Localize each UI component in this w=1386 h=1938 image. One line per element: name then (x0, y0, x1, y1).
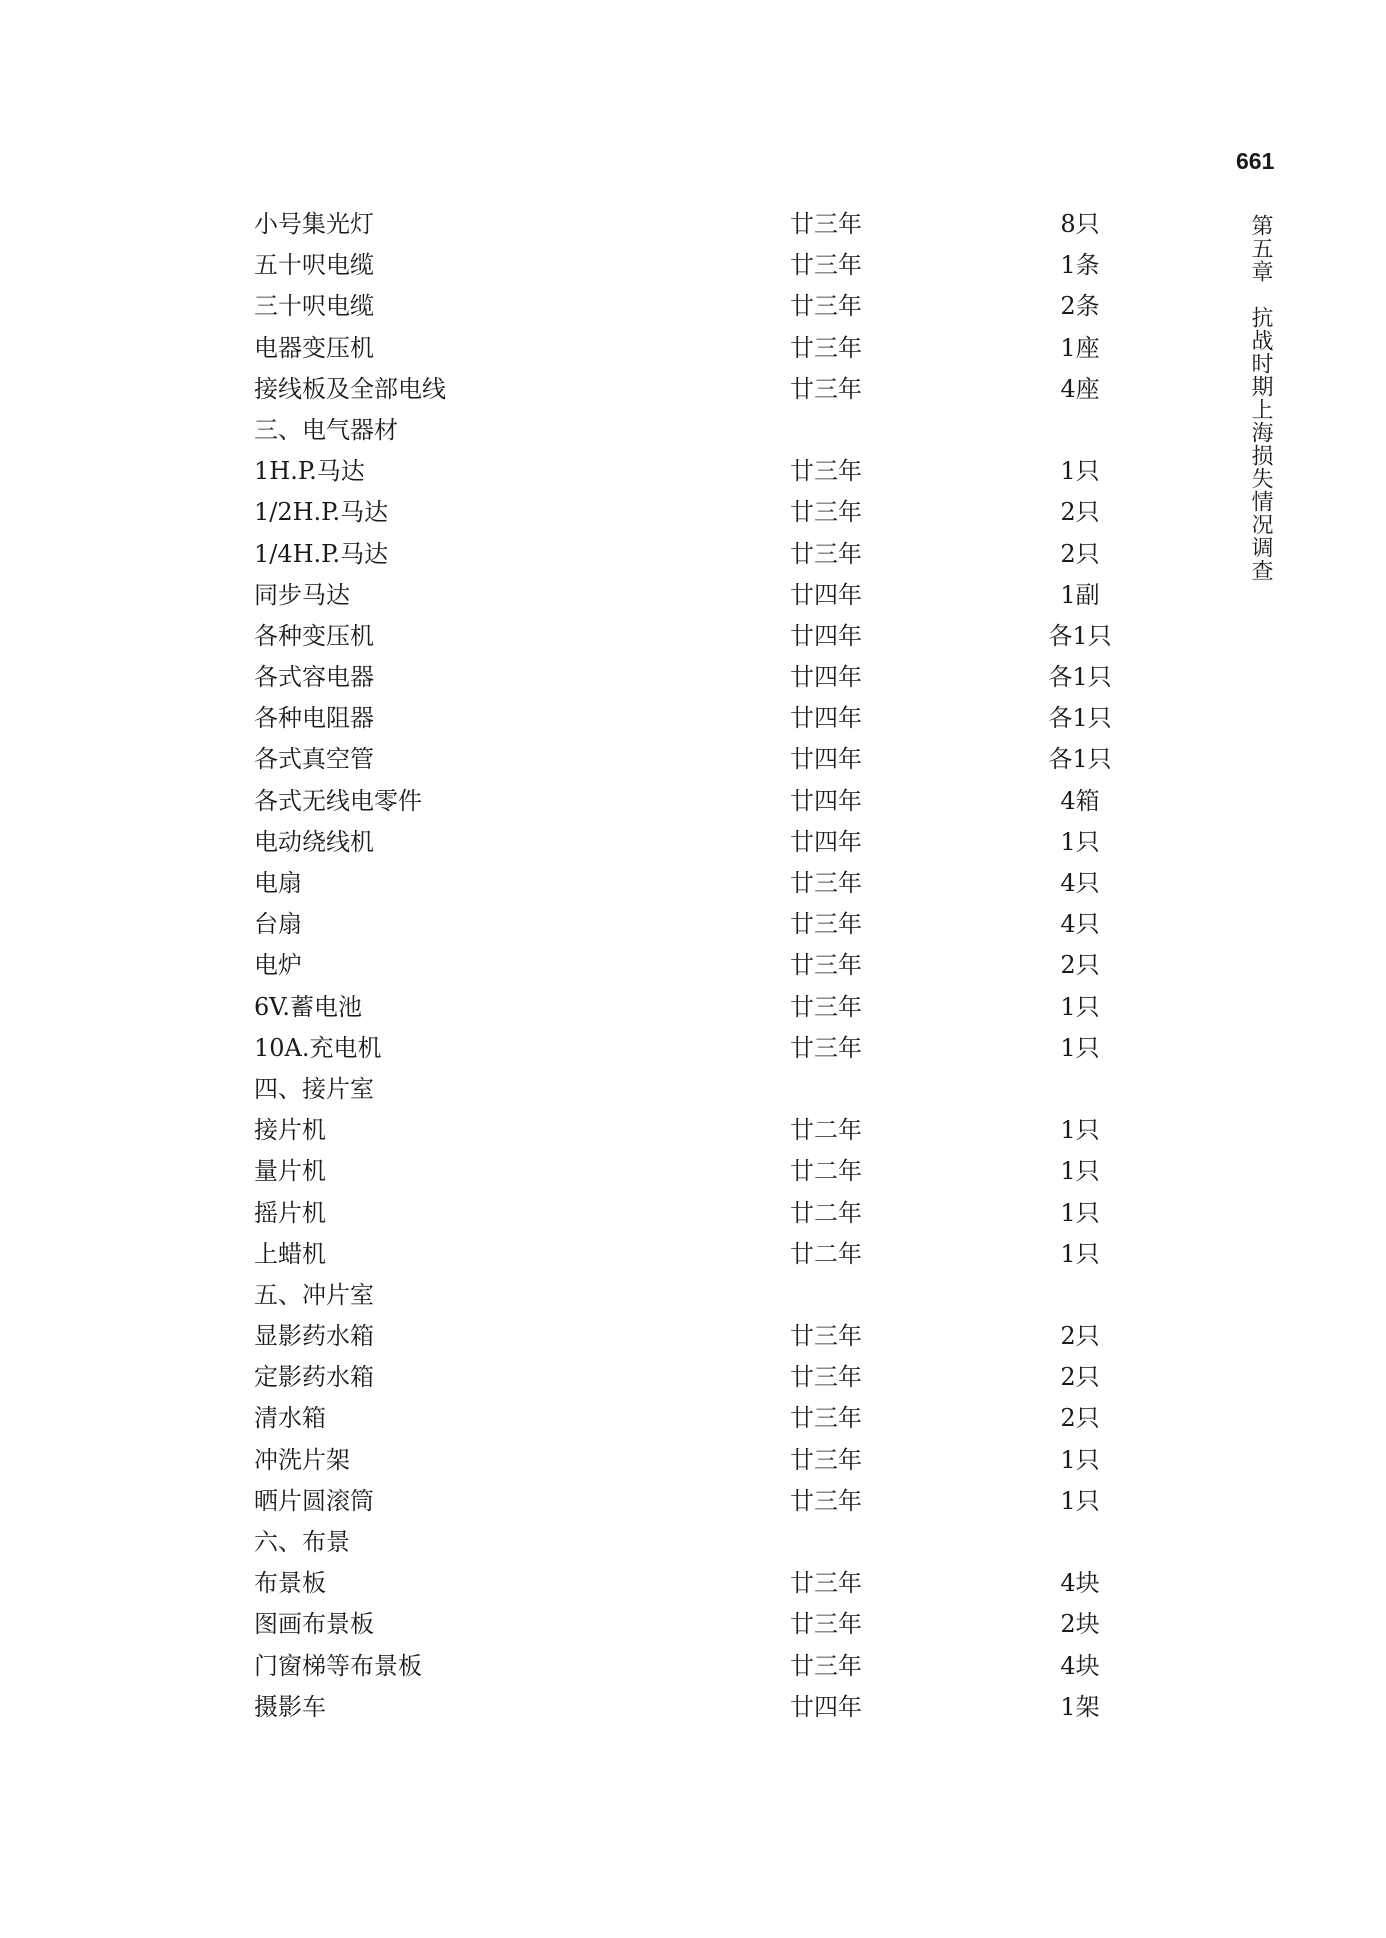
item-quantity: 1只 (1060, 827, 1100, 856)
item-year: 廿三年 (790, 1445, 862, 1474)
list-item (0, 456, 1200, 497)
item-quantity: 2只 (1060, 1404, 1100, 1433)
list-item (0, 1156, 1200, 1197)
list-item (0, 621, 1200, 662)
item-year: 廿二年 (790, 1198, 862, 1227)
list-item (0, 744, 1200, 785)
item-name: 台扇 (254, 910, 302, 939)
item-year: 廿四年 (790, 704, 862, 733)
list-item (0, 497, 1200, 538)
item-name: 四、接片室 (254, 1074, 374, 1103)
list-item (0, 374, 1200, 415)
item-name: 1/2H.P.马达 (254, 498, 389, 527)
item-name: 摄影车 (254, 1692, 326, 1721)
item-name: 1H.P.马达 (254, 457, 365, 486)
item-quantity: 4只 (1060, 869, 1100, 897)
item-year: 廿三年 (790, 1651, 862, 1680)
item-year: 廿三年 (790, 374, 862, 403)
item-quantity: 2只 (1060, 539, 1100, 568)
list-item (0, 1115, 1200, 1156)
list-item (0, 250, 1200, 291)
item-year: 廿三年 (790, 498, 862, 527)
item-year: 廿四年 (790, 745, 862, 774)
item-quantity: 1只 (1060, 1445, 1100, 1474)
item-name: 三、电气器材 (254, 415, 398, 444)
item-quantity: 各1只 (1048, 621, 1112, 650)
item-year: 廿三年 (790, 1404, 862, 1433)
list-item (0, 662, 1200, 703)
item-year: 廿三年 (790, 292, 862, 321)
item-quantity: 1只 (1060, 1033, 1100, 1062)
item-name: 五、冲片室 (254, 1280, 374, 1309)
item-quantity: 4座 (1060, 374, 1100, 403)
item-year: 廿四年 (790, 1692, 862, 1721)
item-quantity: 2块 (1060, 1610, 1100, 1639)
list-item (0, 1321, 1200, 1362)
item-name: 电器变压机 (254, 333, 374, 362)
list-item (0, 539, 1200, 580)
item-name: 各式真空管 (254, 745, 374, 774)
item-quantity: 各1只 (1048, 745, 1112, 774)
list-item (0, 909, 1200, 950)
list-item (0, 1403, 1200, 1444)
item-name: 接片机 (254, 1116, 326, 1145)
item-year: 廿三年 (790, 1486, 862, 1515)
item-quantity: 2只 (1060, 498, 1100, 527)
item-name: 晒片圆滚筒 (254, 1486, 374, 1515)
list-item (0, 1692, 1200, 1733)
item-year: 廿四年 (790, 786, 862, 815)
list-item (0, 1239, 1200, 1280)
item-year: 廿三年 (790, 910, 862, 939)
item-quantity: 各1只 (1048, 704, 1112, 733)
item-year: 廿四年 (790, 580, 862, 609)
list-item (0, 1651, 1200, 1692)
item-name: 小号集光灯 (254, 210, 374, 238)
item-name: 各式无线电零件 (254, 786, 422, 815)
list-item (0, 333, 1200, 374)
item-year: 廿三年 (790, 869, 862, 897)
list-item (0, 291, 1200, 332)
item-name: 冲洗片架 (254, 1445, 350, 1474)
item-name: 电扇 (254, 869, 302, 897)
item-quantity: 1副 (1060, 580, 1100, 609)
item-year: 廿三年 (790, 539, 862, 568)
page-number: 661 (1236, 148, 1275, 174)
item-quantity: 1座 (1060, 333, 1100, 362)
section-heading-row (0, 1527, 1200, 1568)
item-year: 廿三年 (790, 1033, 862, 1062)
list-item (0, 827, 1200, 868)
item-year: 廿三年 (790, 992, 862, 1021)
item-year: 廿三年 (790, 457, 862, 486)
list-item (0, 1568, 1200, 1609)
item-name: 五十呎电缆 (254, 251, 374, 280)
item-name: 布景板 (254, 1569, 326, 1598)
item-quantity: 1只 (1060, 1239, 1100, 1268)
list-item (0, 1362, 1200, 1403)
item-quantity: 2条 (1060, 292, 1100, 321)
item-quantity: 1只 (1060, 992, 1100, 1021)
item-quantity: 2只 (1060, 951, 1100, 980)
item-quantity: 各1只 (1048, 663, 1112, 692)
item-year: 廿四年 (790, 621, 862, 650)
item-year: 廿三年 (790, 1569, 862, 1598)
item-quantity: 4只 (1060, 910, 1100, 939)
list-item (0, 1609, 1200, 1650)
item-quantity: 1架 (1060, 1692, 1100, 1721)
item-quantity: 1只 (1060, 1116, 1100, 1145)
item-name: 清水箱 (254, 1404, 326, 1433)
item-name: 电动绕线机 (254, 827, 374, 856)
item-quantity: 4块 (1060, 1651, 1100, 1680)
item-year: 廿二年 (790, 1116, 862, 1145)
item-quantity: 4块 (1060, 1569, 1100, 1598)
section-heading-row (0, 1074, 1200, 1115)
item-year: 廿三年 (790, 951, 862, 980)
item-quantity: 8只 (1060, 210, 1100, 238)
item-year: 廿三年 (790, 1610, 862, 1639)
item-year: 廿三年 (790, 210, 862, 238)
item-year: 廿三年 (790, 333, 862, 362)
list-item (0, 209, 1200, 250)
item-name: 三十呎电缆 (254, 292, 374, 321)
item-year: 廿四年 (790, 663, 862, 692)
item-name: 上蜡机 (254, 1239, 326, 1268)
item-name: 定影药水箱 (254, 1363, 374, 1392)
item-name: 量片机 (254, 1157, 326, 1186)
item-name: 接线板及全部电线 (254, 374, 446, 403)
list-item (0, 950, 1200, 991)
item-year: 廿三年 (790, 1322, 862, 1351)
list-item (0, 1445, 1200, 1486)
list-item (0, 703, 1200, 744)
item-quantity: 1只 (1060, 1157, 1100, 1186)
equipment-list (0, 209, 1200, 1733)
item-name: 各种变压机 (254, 621, 374, 650)
item-quantity: 1只 (1060, 1486, 1100, 1515)
item-name: 各种电阻器 (254, 704, 374, 733)
section-heading-row (0, 415, 1200, 456)
list-item (0, 1033, 1200, 1074)
list-item (0, 992, 1200, 1033)
item-year: 廿三年 (790, 251, 862, 280)
item-quantity: 1只 (1060, 457, 1100, 486)
section-heading-row (0, 1280, 1200, 1321)
list-item (0, 1198, 1200, 1239)
item-quantity: 1条 (1060, 251, 1100, 280)
item-year: 廿二年 (790, 1157, 862, 1186)
item-year: 廿三年 (790, 1363, 862, 1392)
item-quantity: 2只 (1060, 1363, 1100, 1392)
item-name: 各式容电器 (254, 663, 374, 692)
chapter-running-title: 第五章 抗战时期上海损失情况调查 (1248, 214, 1273, 582)
item-name: 10A.充电机 (254, 1033, 382, 1062)
item-quantity: 1只 (1060, 1198, 1100, 1227)
item-name: 显影药水箱 (254, 1322, 374, 1351)
item-name: 6V.蓄电池 (254, 992, 363, 1021)
list-item (0, 580, 1200, 621)
item-year: 廿二年 (790, 1239, 862, 1268)
list-item (0, 868, 1200, 909)
item-name: 图画布景板 (254, 1610, 374, 1639)
item-name: 摇片机 (254, 1198, 326, 1227)
item-name: 六、布景 (254, 1528, 350, 1556)
item-name: 1/4H.P.马达 (254, 539, 389, 568)
item-year: 廿四年 (790, 827, 862, 856)
list-item (0, 786, 1200, 827)
item-quantity: 2只 (1060, 1322, 1100, 1351)
item-name: 门窗梯等布景板 (254, 1651, 422, 1680)
list-item (0, 1486, 1200, 1527)
item-name: 电炉 (254, 951, 302, 980)
item-quantity: 4箱 (1060, 786, 1100, 815)
item-name: 同步马达 (254, 580, 350, 609)
